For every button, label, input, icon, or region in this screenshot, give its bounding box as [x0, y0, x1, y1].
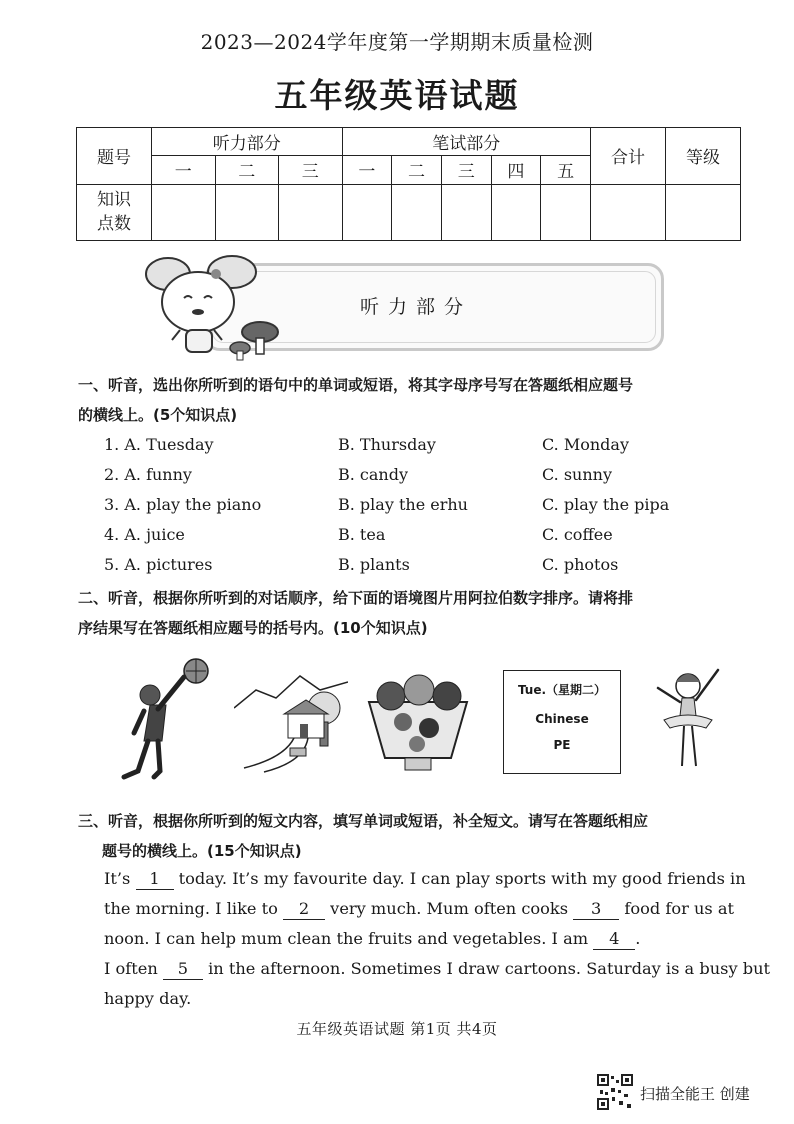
score-cell [541, 184, 591, 241]
score-table [76, 127, 741, 241]
section2-instruction-line1: 二、听音，根据你所听到的对话顺序，给下面的语境图片用阿拉伯数字排序。请将排 [78, 589, 634, 607]
passage-line: happy day. [104, 989, 192, 1008]
fruit-salad-bowl-picture [363, 672, 473, 776]
blank-3[interactable]: 3 [573, 899, 619, 920]
bunny-mascot-illustration [140, 252, 290, 364]
option-row [104, 525, 744, 555]
exam-period-header: 2023—2024学年度第一学期期末质量检测 [200, 30, 594, 54]
qr-code-icon [597, 1074, 633, 1110]
written-col-5: 五 [541, 156, 591, 184]
passage-text: I often [104, 959, 158, 978]
section2-instruction-line2: 序结果写在答题纸相应题号的括号内。(10个知识点) [78, 619, 428, 637]
section1-instruction-line2: 的横线上。(5个知识点) [78, 406, 238, 424]
timetable-day: Tue.（星期二） [517, 683, 607, 697]
listening-col-3: 三 [279, 156, 343, 184]
blank-1[interactable]: 1 [136, 869, 174, 890]
option-a: 5. A. pictures [104, 555, 213, 574]
passage-text: food for us at [624, 899, 735, 918]
countryside-house-picture [234, 668, 348, 776]
option-b: B. tea [338, 525, 386, 544]
listening-header: 听力部分 [152, 128, 343, 156]
timetable-subject-chinese: Chinese [535, 712, 589, 726]
score-cell [215, 184, 279, 241]
blank-4[interactable]: 4 [593, 929, 635, 950]
page-footer: 五年级英语试题 第1页 共4页 [296, 1020, 498, 1038]
option-a: 3. A. play the piano [104, 495, 262, 514]
passage-line [104, 954, 771, 984]
section3-instruction [78, 806, 758, 866]
written-col-3: 三 [441, 156, 491, 184]
passage-text: in the afternoon. Sometimes I draw cartoons. Saturday is a busy but [208, 959, 771, 978]
option-c: C. sunny [542, 465, 613, 484]
passage-text: It’s [104, 869, 131, 888]
score-cell [591, 184, 666, 241]
option-row [104, 465, 744, 495]
passage-text: noon. I can help mum clean the fruits and vegetables. I am [104, 929, 589, 948]
score-cell [441, 184, 491, 241]
blank-2[interactable]: 2 [283, 899, 325, 920]
timetable-card [503, 670, 621, 774]
question-number-header: 题号 [77, 128, 152, 185]
section1-instruction-line1: 一、听音，选出你所听到的语句中的单词或短语，将其字母序号写在答题纸相应题号 [78, 376, 634, 394]
basketball-player-picture [108, 655, 218, 780]
passage-line [104, 864, 754, 894]
written-col-1: 一 [342, 156, 392, 184]
knowledge-label-line1: 知识 [97, 190, 131, 211]
scanner-watermark-label: 扫描全能王 创建 [640, 1085, 750, 1103]
section1-options [104, 435, 744, 585]
option-a: 4. A. juice [104, 525, 185, 544]
section3-instruction-line1: 三、听音，根据你所听到的短文内容，填写单词或短语，补全短文。请写在答题纸相应 [78, 812, 649, 830]
passage-line [104, 924, 754, 954]
passage-text: . [635, 929, 641, 948]
passage-text: very much. Mum often cooks [330, 899, 569, 918]
option-b: B. candy [338, 465, 409, 484]
score-cell [491, 184, 541, 241]
knowledge-label-line2: 点数 [97, 214, 131, 235]
score-cell [342, 184, 392, 241]
section2-instruction [78, 583, 758, 643]
written-header: 笔试部分 [342, 128, 591, 156]
section1-instruction [78, 370, 758, 430]
option-c: C. Monday [542, 435, 629, 454]
option-b: B. plants [338, 555, 410, 574]
ballet-dancer-picture [654, 662, 722, 774]
listening-col-2: 二 [215, 156, 279, 184]
option-c: C. play the pipa [542, 495, 670, 514]
passage-text: today. It’s my favourite day. I can play sports with my good friends in [178, 869, 746, 888]
score-cell [666, 184, 741, 241]
option-b: B. play the erhu [338, 495, 468, 514]
option-a: 1. A. Tuesday [104, 435, 214, 454]
grade-header: 等级 [666, 128, 741, 185]
option-c: C. photos [542, 555, 619, 574]
passage-text: the morning. I like to [104, 899, 278, 918]
score-cell [279, 184, 343, 241]
option-row [104, 435, 744, 465]
knowledge-points-label [77, 184, 152, 241]
total-header: 合计 [591, 128, 666, 185]
score-cell [152, 184, 216, 241]
section3-passage [104, 864, 771, 1014]
timetable-subject-pe: PE [553, 738, 571, 752]
exam-title: 五年级英语试题 [274, 76, 520, 115]
option-b: B. Thursday [338, 435, 436, 454]
passage-line [104, 894, 754, 924]
option-row [104, 555, 744, 585]
written-col-4: 四 [491, 156, 541, 184]
listening-section-title: 听力部分 [360, 296, 473, 318]
score-cell [392, 184, 442, 241]
listening-col-1: 一 [152, 156, 216, 184]
option-row [104, 495, 744, 525]
option-c: C. coffee [542, 525, 613, 544]
section3-instruction-line2: 题号的横线上。(15个知识点) [102, 842, 302, 860]
option-a: 2. A. funny [104, 465, 192, 484]
written-col-2: 二 [392, 156, 442, 184]
blank-5[interactable]: 5 [163, 959, 203, 980]
